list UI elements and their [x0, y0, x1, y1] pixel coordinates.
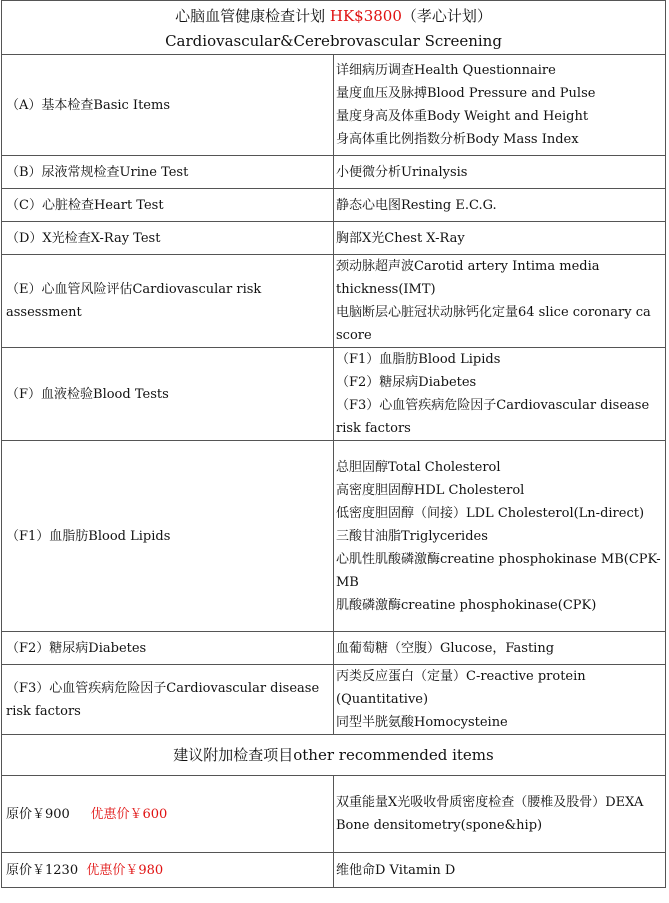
row-label: （D）X光检查X-Ray Test	[2, 222, 334, 255]
plan-title-suffix: （孝心计划）	[401, 7, 492, 25]
table-row	[2, 222, 666, 255]
detail-line: （F2）糖尿病Diabetes	[336, 375, 477, 390]
table-row	[2, 348, 666, 441]
recommended-item-desc: 维他命D Vitamin D	[334, 853, 666, 888]
screening-plan-document	[1, 0, 666, 888]
row-details	[334, 255, 666, 348]
detail-line: 同型半胱氨酸Homocysteine	[336, 715, 508, 730]
discount-price: 优惠价￥600	[90, 806, 168, 822]
title-cell	[2, 1, 666, 55]
detail-line: 心肌性肌酸磷激酶creatine phosphokinase MB(CPK-MB	[336, 551, 661, 590]
row-details	[334, 441, 666, 632]
title-row	[2, 1, 666, 55]
detail-line: 静态心电图Resting E.C.G.	[336, 197, 497, 213]
detail-line: 总胆固醇Total Cholesterol	[336, 459, 501, 475]
plan-title-text: 心脑血管健康检查计划	[175, 7, 330, 25]
row-label: （F1）血脂肪Blood Lipids	[2, 441, 334, 632]
detail-line: 胸部X光Chest X-Ray	[336, 230, 465, 246]
plan-subtitle: Cardiovascular&Cerebrovascular Screening	[165, 32, 502, 50]
row-details	[334, 55, 666, 156]
row-label: （B）尿液常规检查Urine Test	[2, 156, 334, 189]
plan-title	[175, 7, 492, 25]
screening-table	[1, 0, 666, 888]
recommended-row	[2, 853, 666, 888]
detail-line: 身高体重比例指数分析Body Mass Index	[336, 132, 579, 147]
detail-line: 电脑断层心脏冠状动脉钙化定量64 slice coronary ca score	[336, 305, 651, 343]
recommended-row	[2, 776, 666, 853]
row-details	[334, 348, 666, 441]
detail-line: 肌酸磷激酶creatine phosphokinase(CPK)	[336, 597, 597, 613]
row-details	[334, 156, 666, 189]
detail-line: 小便微分析Urinalysis	[336, 164, 468, 180]
detail-line: 颈动脉超声波Carotid artery Intima media thickness(IMT)	[336, 259, 600, 297]
discount-price: 优惠价￥980	[86, 862, 164, 878]
row-label: （A）基本检查Basic Items	[2, 55, 334, 156]
table-row	[2, 665, 666, 735]
detail-line: 高密度胆固醇HDL Cholesterol	[336, 482, 525, 498]
detail-line: （F1）血脂肪Blood Lipids	[336, 352, 501, 367]
table-row	[2, 441, 666, 632]
price-cell	[2, 853, 334, 888]
detail-line: 量度身高及体重Body Weight and Height	[336, 109, 589, 124]
row-label: （F）血液检验Blood Tests	[2, 348, 334, 441]
row-label: （E）心血管风险评估Cardiovascular risk assessment	[2, 255, 334, 348]
row-label: （F3）心血管疾病危险因子Cardiovascular disease risk factors	[2, 665, 334, 735]
row-details	[334, 665, 666, 735]
plan-price: HK$3800	[329, 7, 402, 25]
row-details	[334, 222, 666, 255]
detail-line: 血葡萄糖（空腹）Glucose，Fasting	[336, 640, 555, 656]
table-row	[2, 55, 666, 156]
table-row	[2, 156, 666, 189]
table-row	[2, 632, 666, 665]
row-label: （C）心脏检查Heart Test	[2, 189, 334, 222]
row-label: （F2）糖尿病Diabetes	[2, 632, 334, 665]
original-price: 原价￥900	[6, 806, 70, 822]
recommended-header-row	[2, 735, 666, 776]
recommended-item-desc: 双重能量X光吸收骨质密度检查（腰椎及股骨）DEXA Bone densitometry(spone&hip)	[334, 776, 666, 853]
detail-line: （F3）心血管疾病危险因子Cardiovascular disease risk factors	[336, 398, 650, 436]
price-cell	[2, 776, 334, 853]
detail-line: 三酸甘油脂Triglycerides	[336, 528, 488, 544]
table-row	[2, 189, 666, 222]
detail-line: 低密度胆固醇（间接）LDL Cholesterol(Ln-direct)	[336, 505, 645, 521]
original-price: 原价￥1230	[6, 862, 79, 878]
row-details	[334, 189, 666, 222]
row-details	[334, 632, 666, 665]
table-row	[2, 255, 666, 348]
recommended-title: 建议附加检查项目other recommended items	[2, 735, 666, 776]
detail-line: 详细病历调查Health Questionnaire	[336, 63, 556, 78]
detail-line: 丙类反应蛋白（定量）C-reactive protein (Quantitative)	[336, 669, 586, 707]
detail-line: 量度血压及脉搏Blood Pressure and Pulse	[336, 86, 596, 101]
